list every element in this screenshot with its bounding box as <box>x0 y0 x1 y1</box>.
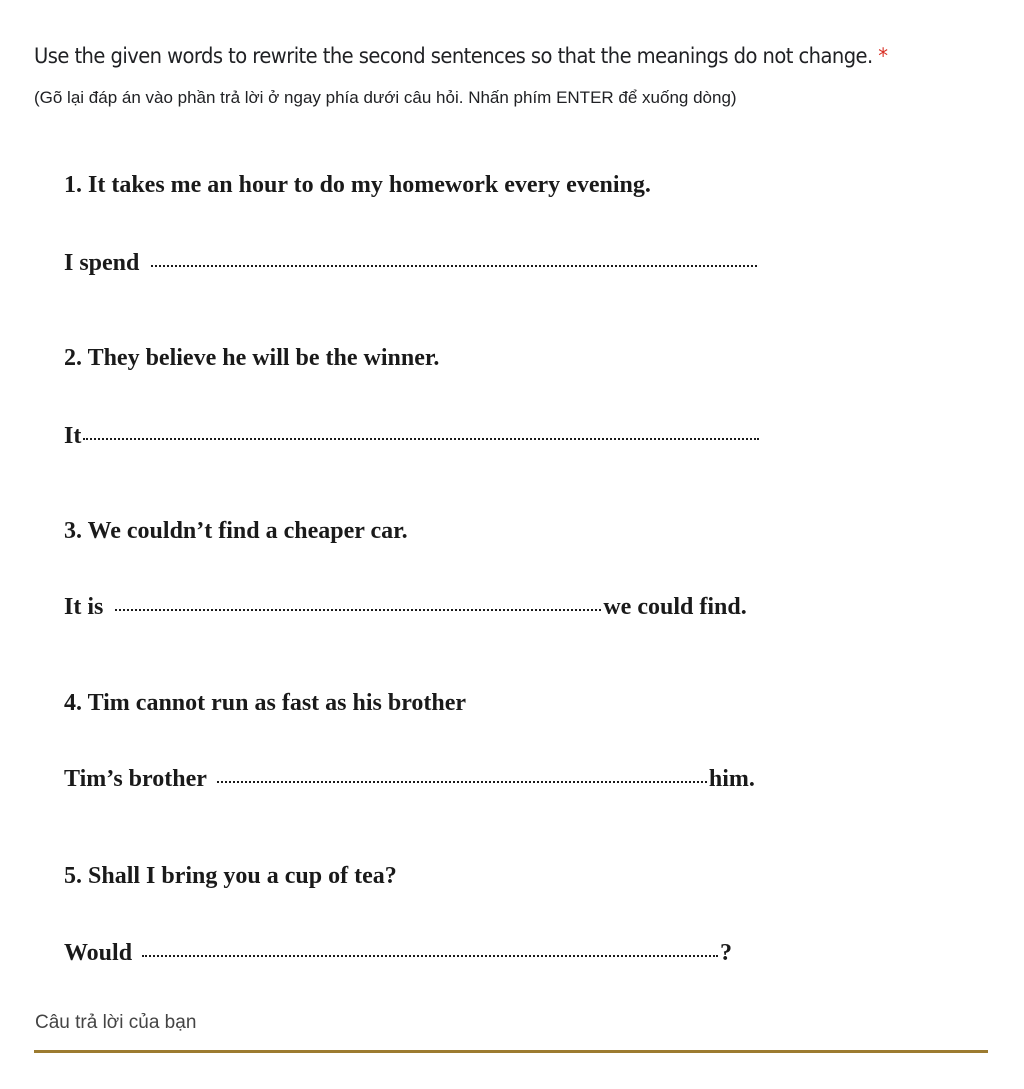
blank-5 <box>142 955 718 957</box>
exercise-prompt-1 <box>64 250 759 277</box>
answer-placeholder[interactable]: Câu trả lời của bạn <box>35 1012 197 1033</box>
required-asterisk: * <box>878 44 888 68</box>
answer-underline <box>34 1050 988 1053</box>
prompt-end-5: ? <box>720 940 733 966</box>
exercise-sentence-4: 4. Tim cannot run as fast as his brother <box>64 690 467 716</box>
blank-4 <box>217 781 707 783</box>
exercise-sentence-2: 2. They believe he will be the winner. <box>64 345 440 371</box>
prompt-start-4: Tim’s brother <box>64 766 207 792</box>
prompt-start-1: I spend <box>64 250 140 276</box>
question-title-text: Use the given words to rewrite the second sentences so that the meanings do not change. <box>34 44 873 68</box>
exercise-sentence-1: 1. It takes me an hour to do my homework every evening. <box>64 172 651 198</box>
exercise-sentence-5: 5. Shall I bring you a cup of tea? <box>64 863 397 889</box>
prompt-start-3: It is <box>64 594 104 620</box>
blank-1 <box>151 265 757 267</box>
exercise-prompt-5 <box>64 940 732 967</box>
prompt-start-5: Would <box>64 940 133 966</box>
exercise-prompt-4 <box>64 766 755 793</box>
blank-3 <box>115 609 601 611</box>
exercise-prompt-2 <box>64 423 761 450</box>
prompt-end-3: we could find. <box>603 594 747 620</box>
question-title <box>34 44 887 68</box>
exercise-prompt-3 <box>64 594 747 621</box>
prompt-end-4: him. <box>708 766 755 792</box>
question-instructions: (Gõ lại đáp án vào phần trả lời ở ngay phía dưới câu hỏi. Nhấn phím ENTER để xuống dòng) <box>34 88 737 107</box>
prompt-start-2: It <box>64 423 82 449</box>
blank-2 <box>83 438 759 440</box>
exercise-sentence-3: 3. We couldn’t find a cheaper car. <box>64 518 408 544</box>
answer-field[interactable] <box>34 1012 988 1046</box>
